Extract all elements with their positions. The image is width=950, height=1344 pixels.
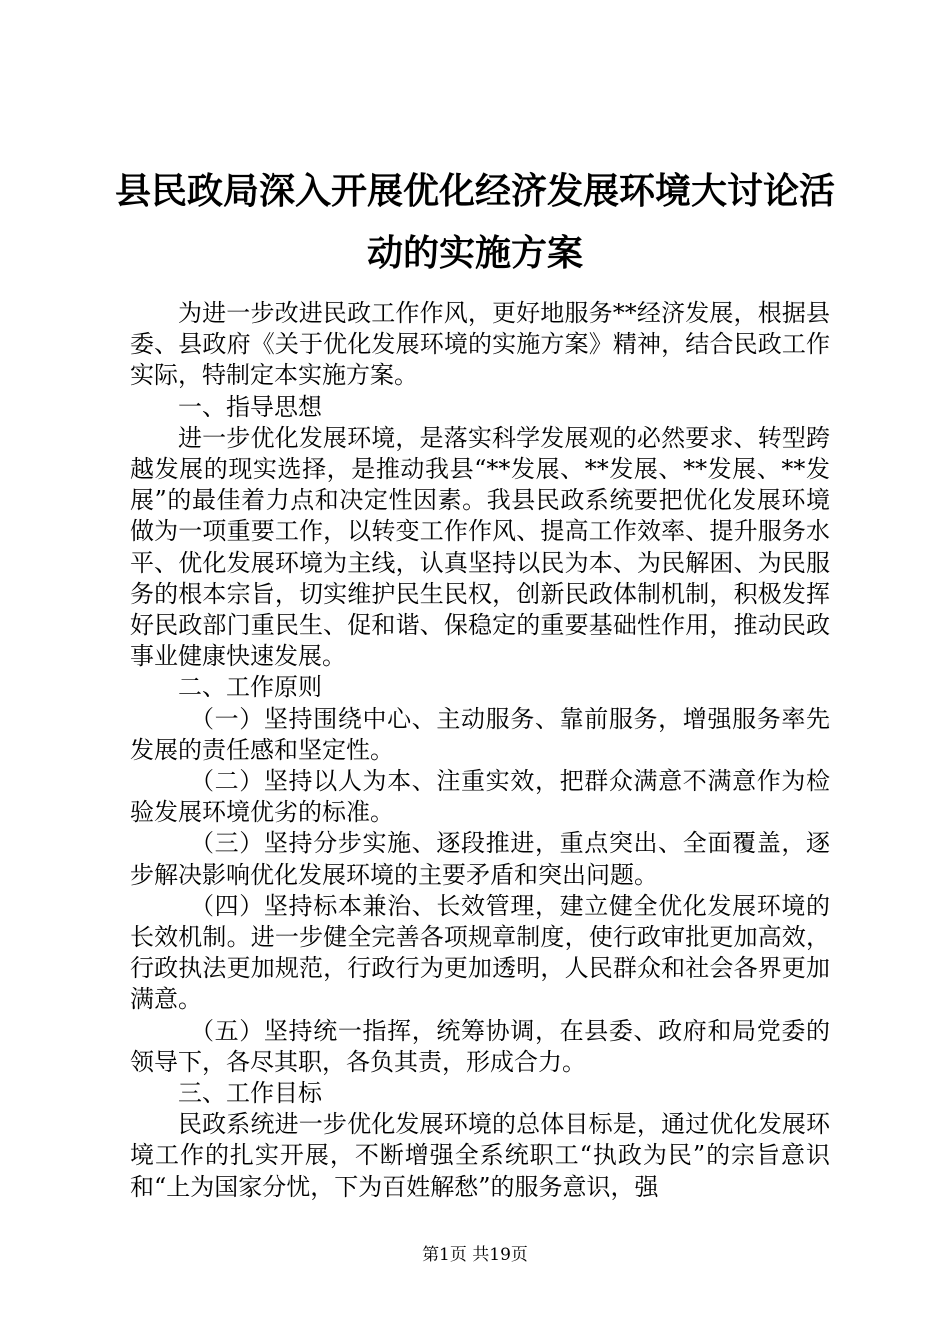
principle-item-4: （四）坚持标本兼治、长效管理，建立健全优化发展环境的长效机制。进一步健全完善各项规章制度，使行政审批更加高效，行政执法更加规范，行政行为更加透明，人民群众和社会各界更加满意。	[130, 891, 830, 1014]
work-goals-paragraph: 民政系统进一步优化发展环境的总体目标是，通过优化发展环境工作的扎实开展，不断增强全系统职工“执政为民”的宗旨意识和“上为国家分忧，下为百姓解愁”的服务意识，强	[130, 1110, 830, 1201]
guiding-ideology-paragraph: 进一步优化发展环境，是落实科学发展观的必然要求、转型跨越发展的现实选择，是推动我县“**发展、**发展、**发展、**发展”的最佳着力点和决定性因素。我县民政系统要把优化发展环境做为一项重要工作，以转变工作作风、提高工作效率、提升服务水平、优化发展环境为主线，认真坚持以民为本、为民解困、为民服务的根本宗旨，切实维护民生民权，创新民政体制机制，积极发挥好民政部门重民生、促和谐、保稳定的重要基础性作用，推动民政事业健康快速发展。	[130, 423, 830, 671]
section-heading-work-principles: 二、工作原则	[178, 673, 322, 702]
principle-item-2: （二）坚持以人为本、注重实效，把群众满意不满意作为检验发展环境优劣的标准。	[130, 767, 830, 827]
document-title: 县民政局深入开展优化经济发展环境大讨论活动的实施方案	[114, 170, 835, 274]
section-heading-guiding-ideology: 一、指导思想	[178, 392, 322, 421]
principle-item-1: （一）坚持围绕中心、主动服务、靠前服务，增强服务率先发展的责任感和坚定性。	[130, 704, 830, 764]
principle-item-5: （五）坚持统一指挥，统筹协调，在县委、政府和局党委的领导下，各尽其职，各负其责，形成合力。	[130, 1016, 830, 1076]
page-number-footer: 第1页 共19页	[422, 1245, 528, 1265]
document-body	[130, 298, 830, 1203]
intro-paragraph: 为进一步改进民政工作作风，更好地服务**经济发展，根据县委、县政府《关于优化发展环境的实施方案》精神，结合民政工作实际，特制定本实施方案。	[130, 299, 830, 390]
principle-item-3: （三）坚持分步实施、逐段推进，重点突出、全面覆盖，逐步解决影响优化发展环境的主要矛盾和突出问题。	[130, 829, 830, 889]
section-heading-work-goals: 三、工作目标	[178, 1079, 322, 1108]
